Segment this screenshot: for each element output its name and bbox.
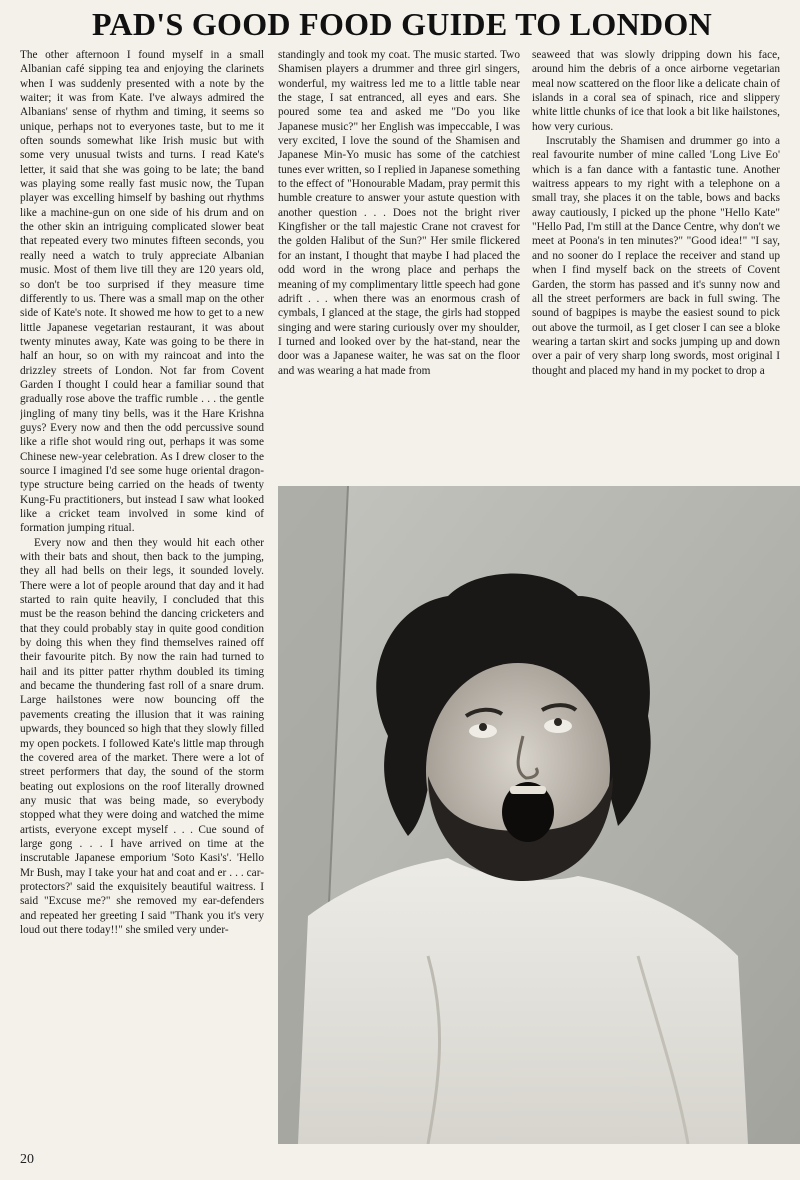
page-number: 20: [20, 1152, 34, 1167]
paragraph: Every now and then they would hit each other with their bats and shout, then back to the jumping, they all had bells on their legs, it sounded lovely. There were a lot of people around that day and it had started to rain quite heavily, I concluded that this must be the reason behind the dancing cricketers and that they could probably stay in quite good condition by doing this when they find themselves rained off their favourite pitch. By now the rain had turned to hail and its pitter patter rhythm doubled its timing and became the thundering fast roll of a snare drum. Large hailstones were now bouncing off the pavements creating the illusion that it was raining upwards, they bounced so high that they slowly filled my open pockets. I followed Kate's little map through the covered area of the market. There were a lot of street performers that day, the sound of the storm beating out explosions on the roof literally drowned any music that was being made, so everybody stopped what they were doing and watched the mime artists, everyone except myself . . . Cue sound of large gong . . . I have arrived on time at the inscrutable Japanese emporium 'Soto Kasi's'. 'Hello Mr Bush, may I take your hat and coat and er . . . car-protectors?' said the exquisitely beautiful waitress. I said "Excuse me?" she removed my ear-defenders and repeated her greeting I said "Thank you it's very loud out there today!!" she smiled very under-: [20, 536, 264, 936]
paragraph: Inscrutably the Shamisen and drummer go into a real favourite number of mine called 'Long Live Eo' which is a fan dance with a fantastic tune. Another waitress appears to my right with a telephone on a small tray, she places it on the table, bows and backs away cautiously, I picked up the phone "Hello Kate" "Hello Pad, I'm still at the Dance Centre, why don't we meet at Poona's in ten minutes?" "Good idea!" "I say, and no sooner do I replace the receiver and stand up when I find myself back on the streets of Covent Garden, the storm has passed and it's sunny now and all the street performers are back in full swing. The sound of bagpipes is maybe the easiest sound to pick out above the turmoil, as I get closer I can see a bloke wearing a tartan skirt and socks jumping up and down over a pair of very sharp long swords, most original I thought and placed my hand in my pocket to drop a: [532, 135, 780, 377]
article-column-3: [532, 48, 780, 466]
paragraph: seaweed that was slowly dripping down his face, around him the debris of a once airborne vegetarian meal now scattered on the floor like a delicate chain of islands in a coral sea of spinach, rice and slippery white little chunks of ice that look a bit like hailstones, how very curious.: [532, 49, 780, 133]
paragraph: standingly and took my coat. The music started. Two Shamisen players a drummer and three girl singers, wonderful, my waitress led me to a little table near the stage, I sat entranced, all eyes and ears. She poured some tea and asked me "Do you like Japanese music?" her English was impeccable, I was very excited, I love the sound of the Shamisen and Japanese Min-Yo music has some of the catchiest tunes ever written, so I replied in Japanese something to the effect of "Honourable Madam, pray permit this humble creature to answer your astute question with another question . . . Does not the bright river Kingfisher or the tall majestic Crane not cravest for the golden Halibut of the Sun?" Her smile flickered for an instant, I thought that maybe I had placed the odd word in the wrong place and perhaps the meaning of my complimentary little speech had gone adrift . . . when there was an enormous crash of cymbals, I glanced at the stage, the girls had stopped singing and were staring curiously over my shoulder, I turned and looked over by the hat-stand, near the door was a Japanese waiter, he was sat on the floor and was wearing a hat made from: [278, 49, 520, 377]
headline: PAD'S GOOD FOOD GUIDE TO LONDON: [91, 6, 713, 42]
portrait-photo: [278, 486, 800, 1144]
portrait-photo-icon: [278, 486, 800, 1144]
article-column-2: [278, 48, 520, 466]
article-column-1: [20, 48, 264, 1146]
paragraph: The other afternoon I found myself in a small Albanian café sipping tea and enjoying the clarinets when I was suddenly presented with a note by the waiter; it was from Kate. I've always admired the Albanians' sense of rhythm and timing, it seems so unique, perhaps not to everyones taste, but to me it often sounds somewhat like Irish music but with some very unusual twists and turns. I read Kate's letter, it said that she was going to be late; the band was playing some really fast music now, the Tupan player was excelling himself by bashing out rhythms like a machine-gun on one side of his drum and on the other skin an intriguing complicated slower beat that repeated every two minutes fifteen seconds, you really need a watch to truly appreciate Albanian music. Most of them live till they are 120 years old, so don't be too surprised if they measure time differently to us. There was a small map on the other side of Kate's note. It showed me how to get to a new little Japanese vegetarian restaurant, it was about twenty minutes away, Kate was going to be there in half an hour, so on with my raincoat and into the drizzley streets of London. Not far from Covent Garden I thought I could hear a familiar sound that gradually rose above the traffic rumble . . . the gentle jingling of many tiny bells, was it the Hare Krishna guys? Every now and then the odd percussive sound like a rifle shot would ring out, perhaps it was some Chinese new-year celebration. As I drew closer to the source I imagined I'd see some huge oriental dragon-type structure being carried on the heads of twenty Kung-Fu practitioners, but instead I saw what looked like a cricket team involved in some kind of formation jumping ritual.: [20, 49, 264, 535]
